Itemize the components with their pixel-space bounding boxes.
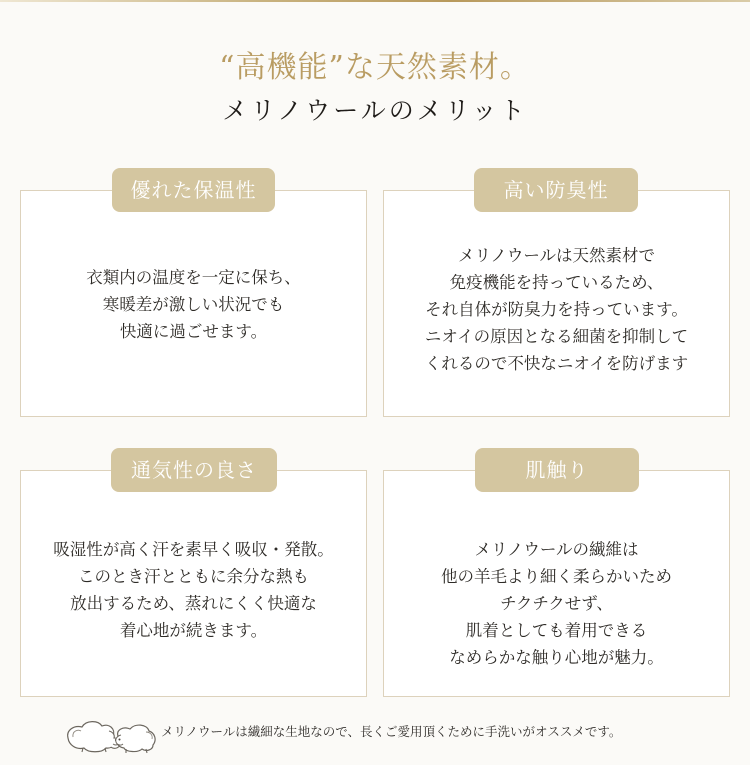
feature-card-deodorant xyxy=(383,190,730,417)
care-note xyxy=(60,714,710,754)
feature-card-badge: 高い防臭性 xyxy=(474,168,638,212)
feature-card-text: 衣類内の温度を一定に保ち、 寒暖差が激しい状況でも 快適に過ごせます。 xyxy=(86,268,301,341)
feature-card-texture xyxy=(383,470,730,697)
sheep-illustration-icon xyxy=(60,714,160,754)
feature-card-badge: 通気性の良さ xyxy=(111,448,277,492)
feature-card-warmth xyxy=(20,190,367,417)
top-gold-line xyxy=(0,0,750,2)
page-subtitle: メリノウールのメリット xyxy=(222,96,528,125)
feature-card-text: メリノウールは天然素材で 免疫機能を持っているため、 それ自体が防臭力を持っています。 ニオイの原因となる細菌を抑制して くれるので不快なニオイを防げます xyxy=(424,246,689,373)
feature-card-badge: 優れた保温性 xyxy=(112,168,275,212)
feature-card-breathability xyxy=(20,470,367,697)
feature-card-text: メリノウールの繊維は 他の羊毛より細く柔らかいため チクチクせず、 肌着としても着用できる なめらかな触り心地が魅力。 xyxy=(441,540,672,667)
page-title: “高機能”な天然素材。 xyxy=(219,50,531,85)
care-note-text: メリノウールは繊細な生地なので、長くご愛用頂くために手洗いがオススメです。 xyxy=(161,724,622,739)
feature-card-text: 吸湿性が高く汗を素早く吸収・発散。 このとき汗とともに余分な熱も 放出するため、蒸れにくく快適な 着心地が続きます。 xyxy=(53,540,334,640)
feature-card-badge: 肌触り xyxy=(475,448,639,492)
